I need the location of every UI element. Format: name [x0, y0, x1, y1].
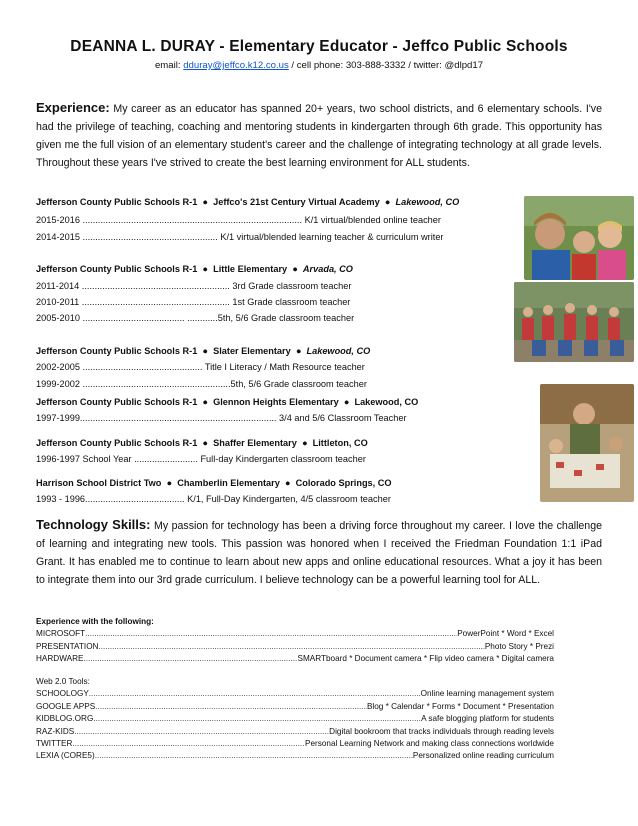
job-line: 2010-2011 .......................................................... 1st Grade classroom teacher: [36, 297, 351, 307]
email-label: email:: [154, 60, 184, 71]
photo-illustration: [514, 282, 634, 362]
city: Colorado Springs, CO: [295, 478, 392, 488]
classroom-photo-group: [514, 282, 634, 362]
technology-paragraph: [36, 516, 602, 589]
job-line: 1999-2002 ..........................................................5th, 5/6 Grade classroom teacher: [36, 379, 367, 389]
skills-list: [36, 616, 554, 666]
school: Jeffco's 21st Century Virtual Academy: [213, 197, 380, 207]
classroom-photo-selfie: [524, 196, 634, 280]
city: Littleton, CO: [312, 438, 368, 448]
list-item: KIDBLOG.ORG ..... A safe blogging platform for students: [36, 713, 554, 725]
district: Harrison School District Two: [36, 478, 162, 488]
technology-heading: Technology Skills:: [36, 517, 151, 532]
school: Glennon Heights Elementary: [213, 397, 339, 407]
list-item: RAZ-KIDS ..... Digital bookroom that tracks individuals through reading levels: [36, 726, 554, 738]
school: Slater Elementary: [213, 346, 291, 356]
job-line: 2015-2016 ...................................................................................... K/1 virtual/blended online teacher: [36, 215, 441, 225]
web-tools-heading: Web 2.0 Tools:: [36, 677, 90, 686]
job-line: 2005-2010 ........................................ ............5th, 5/6 Grade classroom teacher: [36, 313, 355, 323]
list-item: SCHOOLOGY ..... Online learning management system: [36, 688, 554, 700]
school: Chamberlin Elementary: [177, 478, 280, 488]
city: Lakewood, CO: [306, 346, 371, 356]
photo-illustration: [540, 384, 634, 502]
experience-text: My career as an educator has spanned 20+ years, two school districts, and 6 elementary schools. I've had the privilege of teaching, coaching and mentoring students in kindergarten through 6th grade. This opportunity has given me the full vision of an elementary student's career and the challenge of integrating technology at all grade levels. Throughout these years I've strived to create the best learning environment for ALL students.: [36, 103, 602, 169]
job-line: 1993 - 1996....................................... K/1, Full-Day Kindergarten, 4/5 classroom teacher: [36, 494, 391, 504]
district: Jefferson County Public Schools R-1: [36, 197, 198, 207]
list-item: TWITTER ..... Personal Learning Network and making class connections worldwide: [36, 738, 554, 750]
list-item: HARDWARE ..... SMARTboard * Document camera * Flip video camera * Digital camera: [36, 653, 554, 665]
classroom-photo-floor: [540, 384, 634, 502]
photo-illustration: [524, 196, 634, 280]
job-header: Harrison School District Two ● Chamberlin Elementary ● Colorado Springs, CO: [36, 478, 392, 488]
contact-details: / cell phone: 303-888-3332 / twitter: @dlpd17: [288, 60, 484, 71]
school: Little Elementary: [213, 264, 288, 274]
school: Shaffer Elementary: [213, 438, 297, 448]
list-item: LEXIA (CORE5) ..... Personalized online reading curriculum: [36, 750, 554, 762]
district: Jefferson County Public Schools R-1: [36, 346, 198, 356]
district: Jefferson County Public Schools R-1: [36, 264, 198, 274]
job-line: 2014-2015 ..................................................... K/1 virtual/blended learning teacher & curriculum writer: [36, 232, 444, 242]
job-header: Jefferson County Public Schools R-1 ● Little Elementary ● Arvada, CO: [36, 264, 353, 274]
city: Lakewood, CO: [395, 197, 460, 207]
district: Jefferson County Public Schools R-1: [36, 438, 198, 448]
job-line: 2011-2014 .......................................................... 3rd Grade classroom teacher: [36, 281, 352, 291]
skills-heading: Experience with the following:: [36, 617, 154, 626]
job-line: 1997-1999............................................................................. 3/4 and 5/6 Classroom Teacher: [36, 413, 407, 423]
experience-paragraph: [36, 99, 602, 172]
list-item: MICROSOFT ..... PowerPoint * Word * Excel: [36, 628, 554, 640]
page-title: DEANNA L. DURAY - Elementary Educator - Jeffco Public Schools: [70, 38, 568, 55]
experience-heading: Experience:: [36, 100, 110, 115]
district: Jefferson County Public Schools R-1: [36, 397, 198, 407]
city: Lakewood, CO: [354, 397, 419, 407]
list-item: GOOGLE APPS ..... Blog * Calendar * Forms * Document * Presentation: [36, 701, 554, 713]
city: Arvada, CO: [302, 264, 353, 274]
job-header: Jefferson County Public Schools R-1 ● Shaffer Elementary ● Littleton, CO: [36, 438, 368, 448]
job-header: Jefferson County Public Schools R-1 ● Jeffco's 21st Century Virtual Academy ● Lakewood, CO: [36, 197, 460, 207]
job-header: Jefferson County Public Schools R-1 ● Glennon Heights Elementary ● Lakewood, CO: [36, 397, 419, 407]
email-link[interactable]: dduray@jeffco.k12.co.us: [183, 60, 289, 71]
job-header: Jefferson County Public Schools R-1 ● Slater Elementary ● Lakewood, CO: [36, 346, 371, 356]
contact-line: [0, 60, 638, 71]
job-line: 1996-1997 School Year ......................... Full-day Kindergarten classroom teacher: [36, 454, 366, 464]
technology-text: My passion for technology has been a driving force throughout my career. I love the challenge of learning and integrating new tools. This passion was honored when I received the Friedman Foundation 1:1 iPad Grant. It has enabled me to continue to learn about new apps and online educational resources. What a joy it has been to integrate them into our 3rd grade curriculum. I believe technology can be a powerful learning tool for ALL.: [36, 520, 602, 586]
job-line: 2002-2005 ............................................... Title I Literacy / Math Resource teacher: [36, 362, 365, 372]
list-item: PRESENTATION ..... Photo Story * Prezi: [36, 641, 554, 653]
web-tools-list: [36, 676, 554, 763]
